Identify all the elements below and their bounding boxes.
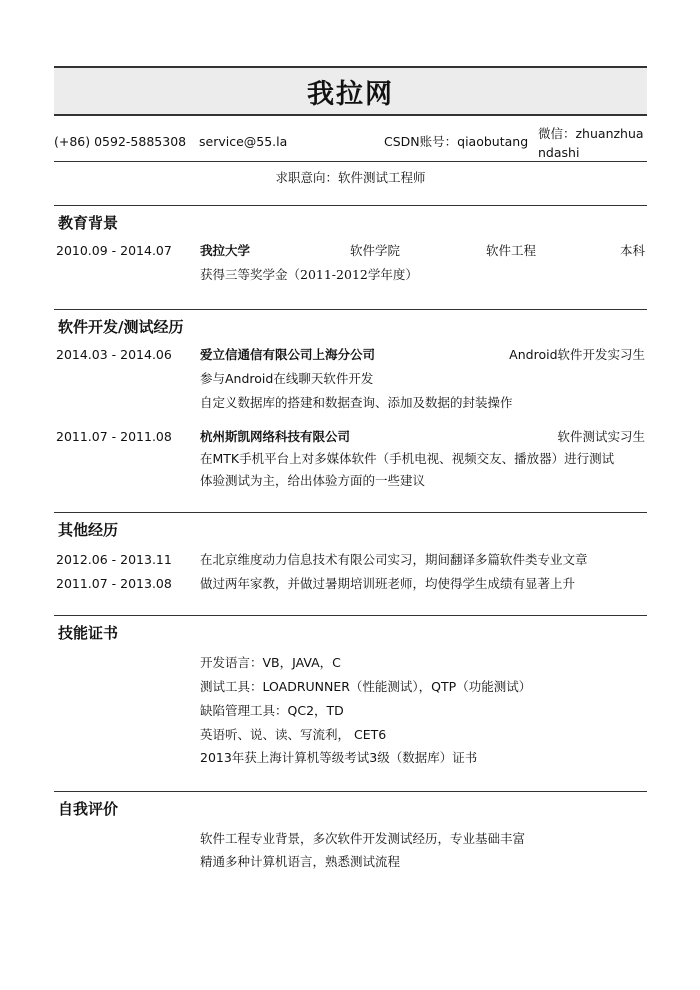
section-title-dev-experience: 软件开发/测试经历 [58, 318, 184, 336]
skill-item: 缺陷管理工具：QC2，TD [200, 703, 344, 718]
skill-item: 开发语言：VB，JAVA，C [200, 655, 341, 670]
skill-item: 测试工具：LOADRUNNER（性能测试），QTP（功能测试） [200, 679, 532, 694]
dev-exp-date: 2014.03 - 2014.06 [56, 347, 172, 362]
name-header [54, 66, 647, 116]
divider [54, 161, 647, 162]
dev-exp-role: Android软件开发实习生 [509, 347, 645, 362]
section-title-skills: 技能证书 [58, 624, 119, 642]
other-exp-text: 在北京维度动力信息技术有限公司实习，期间翻译多篇软件类专业文章 [200, 552, 588, 567]
dev-exp-detail: 自定义数据库的搭建和数据查询、添加及数据的封装操作 [200, 395, 513, 410]
section-title-other-experience: 其他经历 [58, 521, 119, 539]
dev-exp-detail: 体验测试为主，给出体验方面的一些建议 [200, 473, 426, 488]
contact-row [54, 124, 647, 164]
self-eval-item: 软件工程专业背景，多次软件开发测试经历，专业基础丰富 [200, 831, 526, 846]
divider [54, 512, 647, 513]
contact-csdn: CSDN账号：qiaobutang [384, 134, 529, 149]
education-award: 获得三等奖学金（2011-2012学年度） [200, 267, 418, 282]
dev-exp-detail: 参与Android在线聊天软件开发 [200, 371, 374, 386]
other-exp-date: 2011.07 - 2013.08 [56, 576, 172, 591]
dev-exp-company: 杭州斯凯网络科技有限公司 [200, 429, 351, 444]
other-exp-date: 2012.06 - 2013.11 [56, 552, 172, 567]
other-exp-text: 做过两年家教，并做过暑期培训班老师，均使得学生成绩有显著上升 [200, 576, 576, 591]
education-date: 2010.09 - 2014.07 [56, 243, 172, 258]
candidate-name: 我拉网 [307, 78, 394, 110]
education-school: 我拉大学 [200, 243, 251, 258]
education-college: 软件学院 [350, 243, 401, 258]
contact-wechat: 微信：zhuanzhuandashi [538, 126, 644, 160]
dev-exp-company: 爱立信通信有限公司上海分公司 [200, 347, 376, 362]
contact-phone: (+86) 0592-5885308 [54, 134, 187, 149]
divider [54, 791, 647, 792]
skill-item: 英语听、说、读、写流利， CET6 [200, 727, 387, 742]
education-major: 软件工程 [486, 243, 537, 258]
divider [54, 205, 647, 206]
education-degree: 本科 [619, 243, 645, 258]
self-eval-item: 精通多种计算机语言，熟悉测试流程 [200, 854, 401, 869]
section-title-self-evaluation: 自我评价 [58, 800, 119, 818]
divider [54, 615, 647, 616]
job-objective: 求职意向：软件测试工程师 [275, 170, 426, 185]
section-title-education: 教育背景 [58, 214, 119, 232]
divider [54, 309, 647, 310]
contact-email: service@55.la [199, 134, 288, 149]
dev-exp-date: 2011.07 - 2011.08 [56, 429, 172, 444]
resume-page [54, 0, 647, 990]
dev-exp-detail: 在MTK手机平台上对多媒体软件（手机电视、视频交友、播放器）进行测试 [200, 451, 615, 466]
skill-item: 2013年获上海计算机等级考试3级（数据库）证书 [200, 750, 478, 765]
dev-exp-role: 软件测试实习生 [557, 429, 645, 444]
